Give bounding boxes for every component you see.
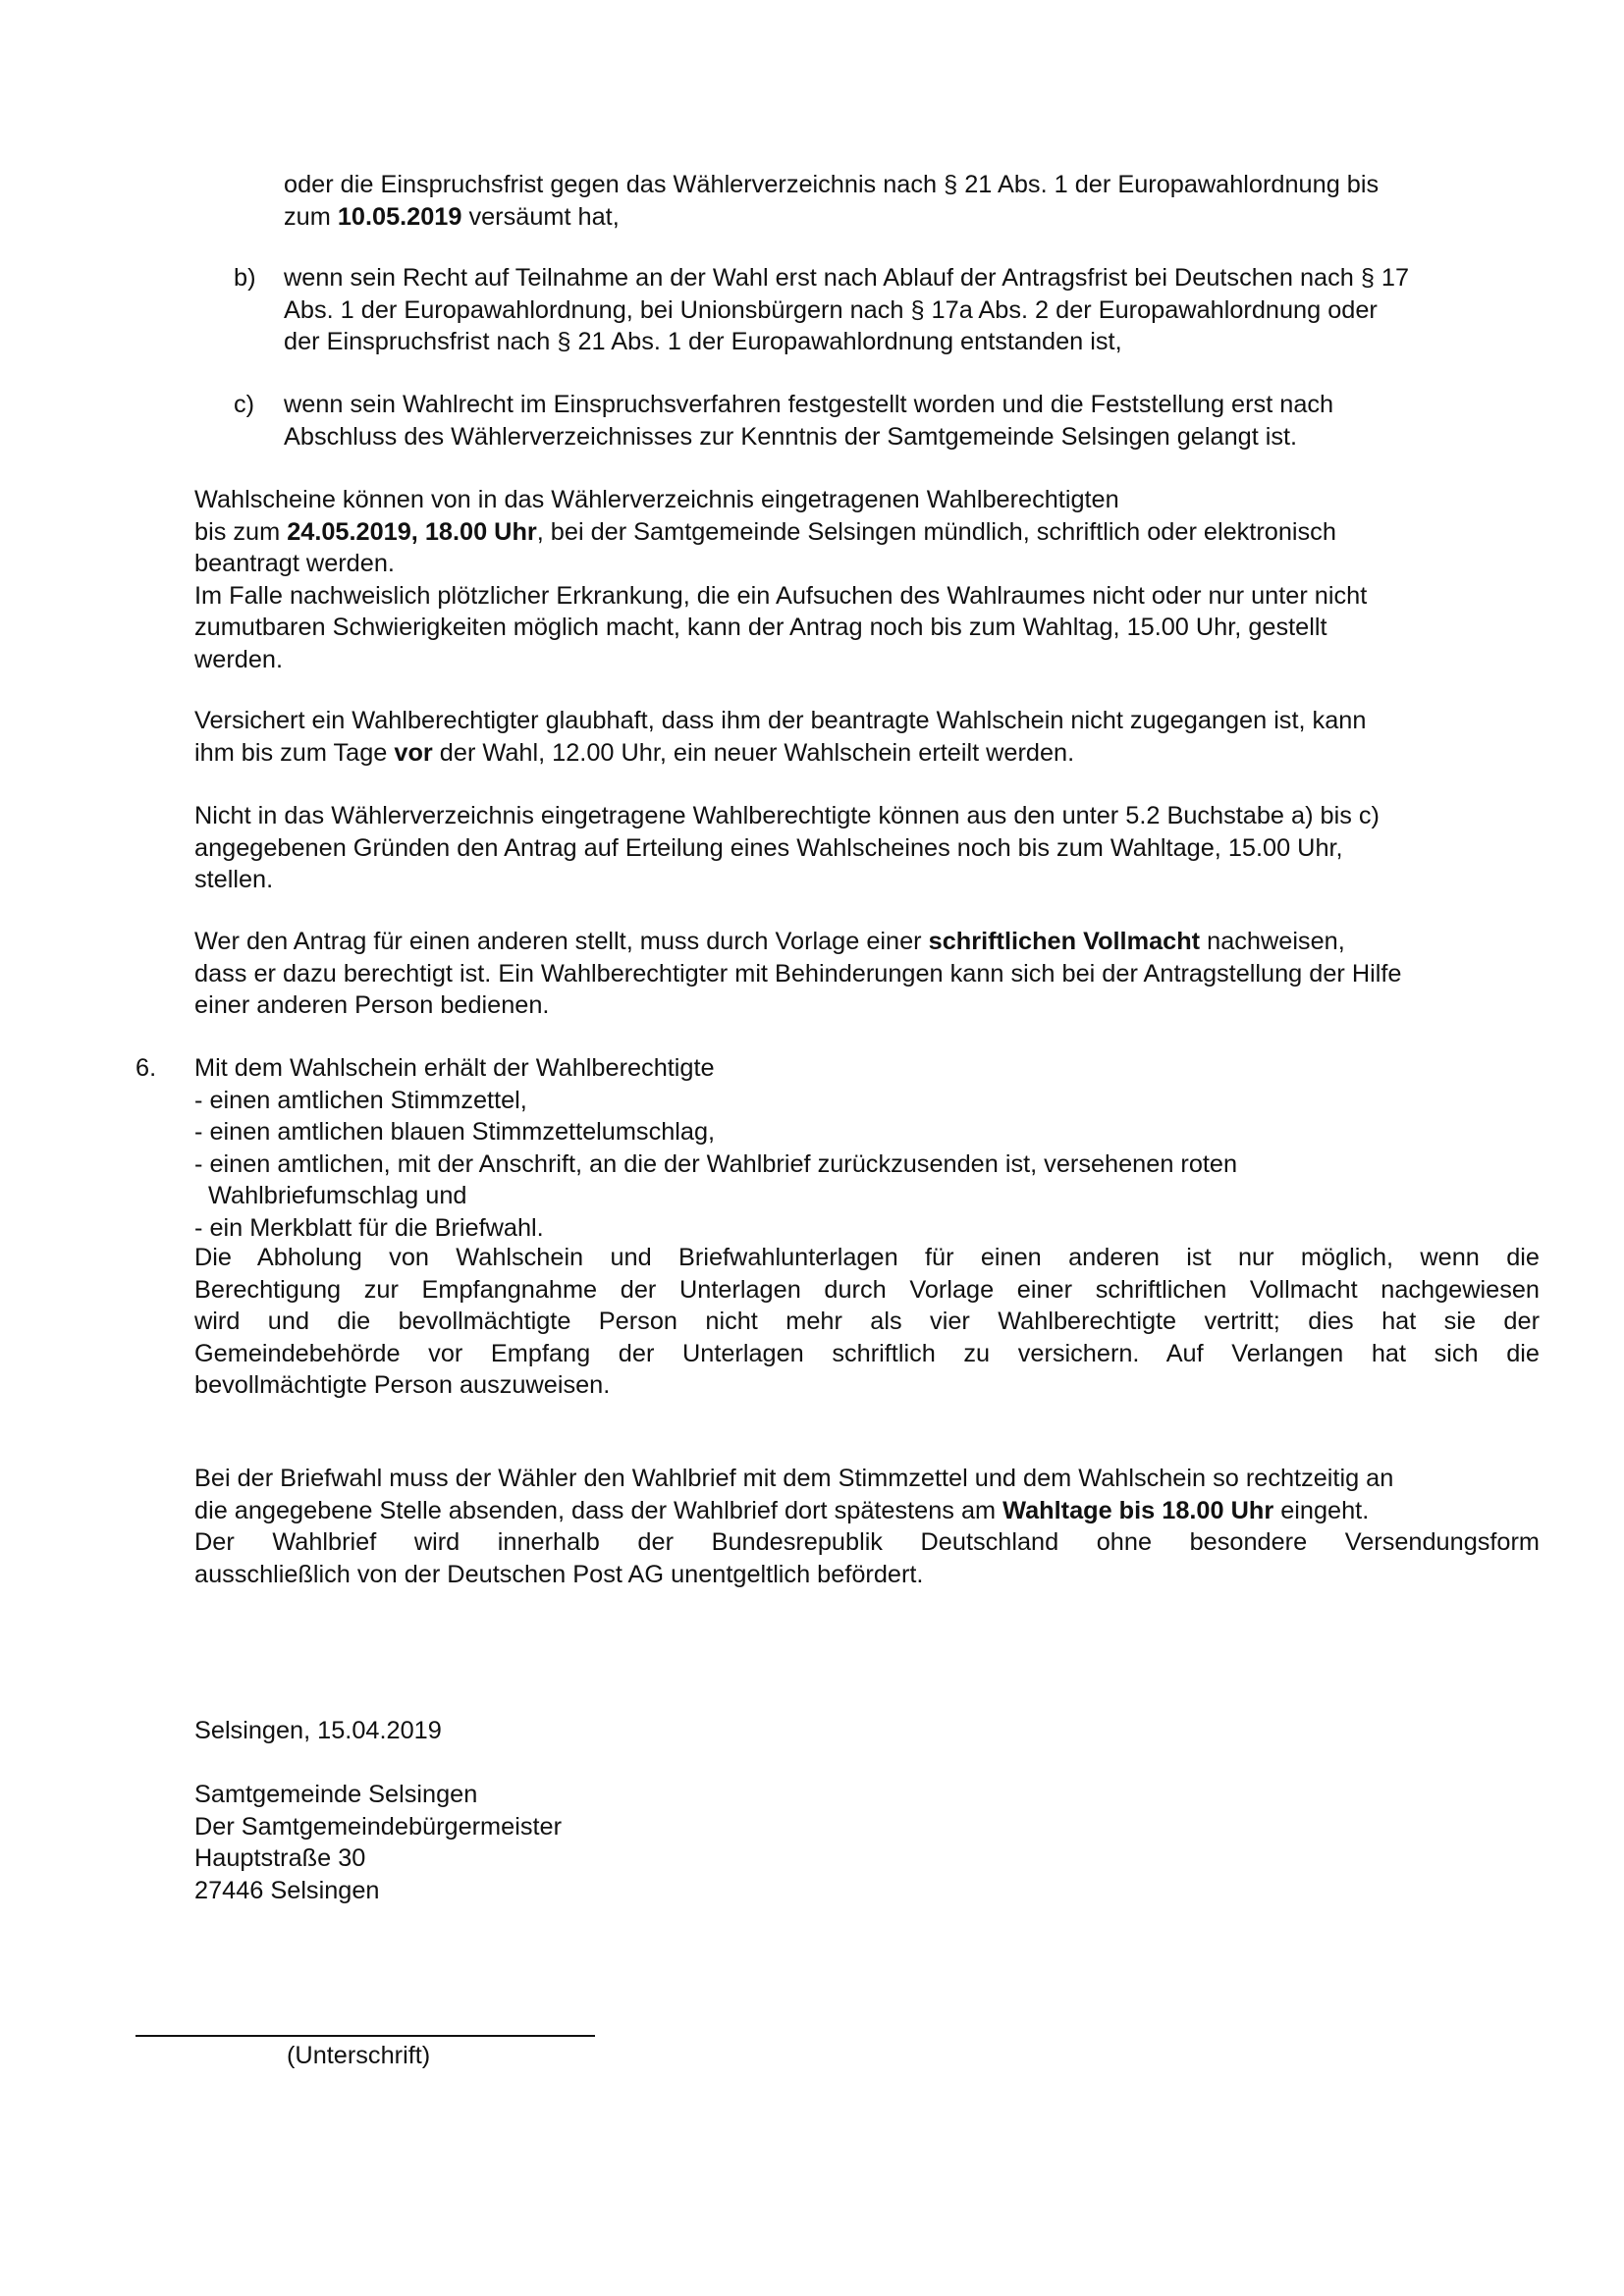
text-line: Versichert ein Wahlberechtigter glaubhaft, dass ihm der beantragte Wahlschein nicht zugegangen ist, kann — [194, 707, 1367, 734]
section-intro: Mit dem Wahlschein erhält der Wahlberechtigte — [194, 1054, 715, 1082]
list-item: - einen amtlichen, mit der Anschrift, an die der Wahlbrief zurückzusenden ist, versehenen roten — [194, 1149, 1238, 1178]
paragraph-vollmacht — [194, 926, 1540, 1022]
text-line: oder die Einspruchsfrist gegen das Wählerverzeichnis nach § 21 Abs. 1 der Europawahlordnung bis — [284, 171, 1380, 198]
paragraph-abholung — [194, 1242, 1540, 1402]
emphasis-text: Wahltage bis 18.00 Uhr — [1002, 1496, 1274, 1524]
list-item: - ein Merkblatt für die Briefwahl. — [194, 1213, 544, 1242]
address-line: Hauptstraße 30 — [194, 1844, 366, 1872]
text-line: angegebenen Gründen den Antrag auf Erteilung eines Wahlscheines noch bis zum Wahltage, 15.00 Uhr, — [194, 833, 1343, 862]
text-line: Im Falle nachweislich plötzlicher Erkrankung, die ein Aufsuchen des Wahlraumes nicht oder nur unter nicht — [194, 581, 1368, 610]
text-line: bevollmächtigte Person auszuweisen. — [194, 1371, 611, 1399]
emphasis-text: 24.05.2019, 18.00 Uhr — [287, 517, 537, 546]
text-line: die angegebene Stelle absenden, dass der Wahlbrief dort spätestens am Wahltage bis 18.00 Uhr eingeht. — [194, 1496, 1370, 1524]
section-6 — [194, 1052, 1540, 1244]
text-line: Die Abholung von Wahlschein und Briefwahlunterlagen für einen anderen ist nur möglich, wenn die — [194, 1244, 1540, 1271]
text-line: Der Wahlbrief wird innerhalb der Bundesrepublik Deutschland ohne besondere Versendungsform — [194, 1528, 1540, 1556]
text-line: ausschließlich von der Deutschen Post AG unentgeltlich befördert. — [194, 1560, 924, 1588]
paragraph-wahlscheine — [194, 484, 1540, 675]
text-line: Bei der Briefwahl muss der Wähler den Wahlbrief mit dem Stimmzettel und dem Wahlschein so rechtzeitig an — [194, 1465, 1394, 1492]
text-line: zum 10.05.2019 versäumt hat, — [284, 202, 620, 231]
paragraph-briefwahl — [194, 1463, 1540, 1590]
text-line: stellen. — [194, 866, 274, 893]
list-item: - einen amtlichen Stimmzettel, — [194, 1086, 527, 1114]
text-line: Gemeindebehörde vor Empfang der Unterlagen schriftlich zu versichern. Auf Verlangen hat sich die — [194, 1339, 1540, 1367]
paragraph-versichert — [194, 705, 1540, 769]
list-item: Wahlbriefumschlag und — [194, 1182, 467, 1209]
address-line: Samtgemeinde Selsingen — [194, 1781, 478, 1808]
text-line: beantragt werden. — [194, 550, 395, 577]
continuation-text — [284, 169, 1541, 233]
text-line: wird und die bevollmächtigte Person nicht mehr als vier Wahlberechtigte vertritt; dies hat sie der — [194, 1308, 1540, 1335]
signature-line — [135, 2035, 595, 2037]
list-item-c — [284, 389, 1541, 453]
text-line: Wer den Antrag für einen anderen stellt, muss durch Vorlage einer schriftlichen Vollmacht nachweisen, — [194, 928, 1345, 955]
text-line: Wahlscheine können von in das Wählerverzeichnis eingetragenen Wahlberechtigten — [194, 486, 1119, 513]
text-line: der Einspruchsfrist nach § 21 Abs. 1 der Europawahlordnung entstanden ist, — [284, 328, 1122, 355]
place-date: Selsingen, 15.04.2019 — [194, 1717, 442, 1744]
text-line: Nicht in das Wählerverzeichnis eingetragene Wahlberechtigte können aus den unter 5.2 Buchstabe a) bis c) — [194, 802, 1380, 829]
address-line: 27446 Selsingen — [194, 1876, 380, 1904]
list-marker-b: b) — [234, 264, 256, 292]
paragraph-nicht-eingetragen — [194, 800, 1540, 896]
list-marker-c: c) — [234, 391, 255, 418]
text-line: zumutbaren Schwierigkeiten möglich macht, kann der Antrag noch bis zum Wahltag, 15.00 Uhr, gestellt — [194, 614, 1327, 641]
signature-label: (Unterschrift) — [287, 2042, 431, 2069]
text-line: dass er dazu berechtigt ist. Ein Wahlberechtigter mit Behinderungen kann sich bei der Antragstellung der Hilfe — [194, 959, 1402, 988]
text-line: Abs. 1 der Europawahlordnung, bei Unionsbürgern nach § 17a Abs. 2 der Europawahlordnung oder — [284, 295, 1378, 324]
address-block — [194, 1779, 980, 1906]
text-line: werden. — [194, 645, 283, 673]
text-line: wenn sein Wahlrecht im Einspruchsverfahren festgestellt worden und die Feststellung erst nach — [284, 391, 1334, 418]
address-line: Der Samtgemeindebürgermeister — [194, 1812, 562, 1841]
emphasis-text: 10.05.2019 — [337, 202, 462, 231]
list-item-b — [284, 262, 1541, 358]
text-line: ihm bis zum Tage vor der Wahl, 12.00 Uhr, ein neuer Wahlschein erteilt werden. — [194, 738, 1075, 767]
text-line: wenn sein Recht auf Teilnahme an der Wahl erst nach Ablauf der Antragsfrist bei Deutschen nach § 17 — [284, 264, 1410, 292]
list-item: - einen amtlichen blauen Stimmzettelumschlag, — [194, 1118, 716, 1146]
emphasis-text: schriftlichen Vollmacht — [928, 928, 1201, 955]
emphasis-text: vor — [394, 738, 433, 767]
text-line: Berechtigung zur Empfangnahme der Unterlagen durch Vorlage einer schriftlichen Vollmacht nachgewiesen — [194, 1275, 1540, 1304]
text-line: Abschluss des Wählerverzeichnisses zur Kenntnis der Samtgemeinde Selsingen gelangt ist. — [284, 422, 1298, 451]
text-line: einer anderen Person bedienen. — [194, 991, 550, 1019]
section-number: 6. — [135, 1054, 157, 1082]
text-line: bis zum 24.05.2019, 18.00 Uhr, bei der Samtgemeinde Selsingen mündlich, schriftlich oder elektronisch — [194, 517, 1336, 546]
